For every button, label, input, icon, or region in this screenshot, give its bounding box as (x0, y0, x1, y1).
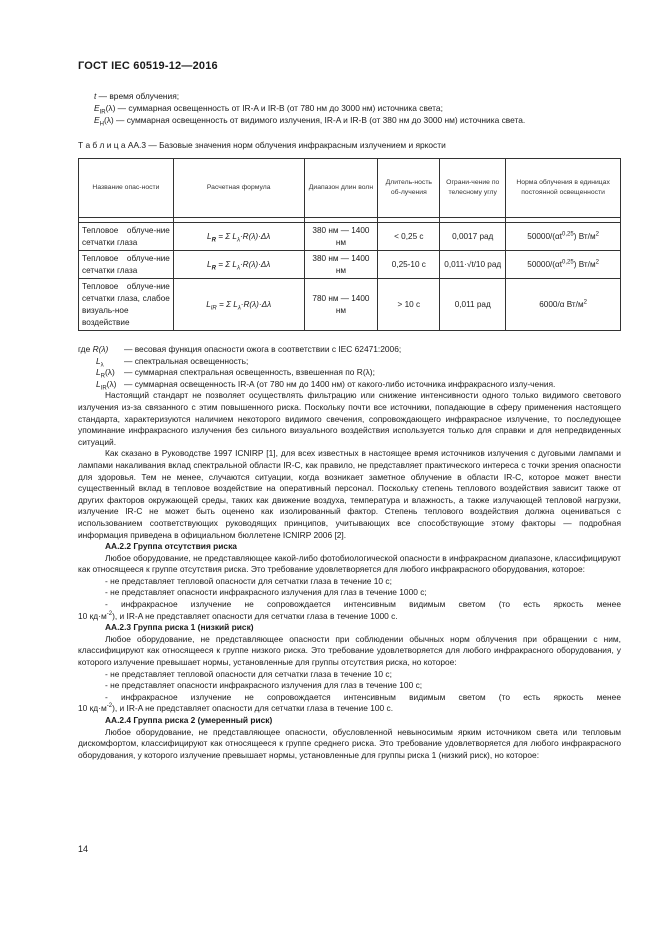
norm-main: 6000/α Вт/м (539, 299, 584, 309)
where-text: — весовая функция опасности ожога в соответствии с IEC 62471:2006; (124, 344, 402, 354)
list-item: - инфракрасное излучение не сопровождается интенсивным видимым светом (то есть яркость менее (105, 691, 621, 702)
norm-unit-exponent: 2 (583, 298, 587, 305)
where-symbol (78, 356, 124, 368)
norm-main: 50000/(αt (527, 259, 563, 269)
cell-exposure-norm (506, 251, 621, 279)
norm-unit-exponent: 2 (595, 230, 599, 237)
where-item (78, 344, 621, 356)
header-exposure-norm: Норма облучения в единицах постоянной освещенности (506, 159, 621, 218)
where-symbol (78, 367, 124, 379)
paragraph: Любое оборудование, не представляющее опасности при соблюдении обычных норм облучения при обращении с ним, классифицируют как относящееся к группе низкого риска. Это требование удовлетворяется для любого инфракрасного оборудования, у которого излучение превышает нормы, установленные для группы отсутствия риска, но которое: (78, 633, 621, 668)
cell-wavelength-range: 380 нм — 1400 нм (304, 251, 378, 279)
formula-body: = Σ L (215, 231, 237, 241)
formula-symbol: L (207, 231, 212, 241)
section-title: АА.2.2 Группа отсутствия риска (105, 541, 237, 552)
paragraph: Настоящий стандарт не позволяет осуществлять фильтрацию или снижение интенсивности одного только видимого светового излучения из-за связанного с этим повышенного риска. Поскольку почти все источники, попадающие в сферу применения настоящего стандарта, характеризуются наличием некоторого видимого свечения, сопровождающего инфракрасное излучение, то последующее упоминание инфракрасного излучения без сильного визуального воздействия используется только для справки и для непредвиденных ситуаций. (78, 390, 621, 447)
cell-duration: 0,25-10 с (378, 251, 440, 279)
where-symbol (78, 379, 124, 391)
symbol-argument: (λ) (105, 367, 115, 378)
section-title: АА.2.3 Группа риска 1 (низкий риск) (105, 622, 254, 633)
symbol-definitions-top (94, 90, 634, 126)
luminance-exponent: -2 (106, 610, 113, 617)
cell-solid-angle: 0,011 рад (440, 279, 506, 331)
symbol-argument: (λ) (106, 378, 117, 389)
symbol-subscript: H (99, 121, 104, 128)
formula-tail: ·R(λ)·Δλ (239, 259, 271, 269)
symbol: L (96, 355, 101, 366)
cell-wavelength-range: 780 нм — 1400 нм (304, 279, 378, 331)
definition-text: — суммарная освещенность от IR-A и IR-B (от 780 нм до 3000 нм) источника света; (115, 103, 443, 113)
table-row (79, 223, 621, 251)
cell-exposure-norm (506, 223, 621, 251)
where-item (78, 356, 621, 368)
formula-tail: ·R(λ)·Δλ (239, 231, 271, 241)
formula-subscript-lambda: λ (237, 237, 240, 244)
table-header-row (79, 159, 621, 218)
header-formula: Расчетная формула (173, 159, 304, 218)
symbol-subscript: IR (99, 109, 106, 116)
norm-unit-exponent: 2 (595, 258, 599, 265)
section-title: АА.2.4 Группа риска 2 (умеренный риск) (105, 715, 273, 725)
list-item: - не представляет тепловой опасности для сетчатки глаза в течение 10 с; (105, 668, 392, 679)
where-lead: где (78, 344, 93, 354)
paragraph: Любое оборудование, не представляющее какой-либо фотобиологической опасности в инфракрасном диапазоне, классифицируют как относящееся к группе отсутствия риска. Это требование удовлетворяется для любого инфракрасного оборудования, которое: (78, 552, 621, 575)
paragraph: Как сказано в Руководстве 1997 ICNIRP [1], для всех известных в настоящее время источников излучения с дуговыми лампами и лампами накаливания вклад спектральной области IR-C, как правило, не представляет практического интереса с точки зрения опасности для здоровья. Тем не менее, случаются ситуации, когда возникает заметное облучение в области IR-C, которое может внести существенный вклад в тепловое воздействие на оперативный персонал. Поскольку степень теплового воздействия зависит также от других факторов окружающей среды, таких как движение воздуха, температура и влажность, а также излучающей тепловой нагрузки, излучение IR-C не может быть оценено как изолированный фактор. Степень теплового воздействия должна оцениваться с использованием соответствующих руководящих принципов, учитывающих все способствующие этому факторы — подробная информация приведена в официальном бюллетене ICNIRP 2006 [2]. (78, 448, 621, 540)
list-item-continuation (78, 703, 621, 715)
where-text: — спектральная освещенность; (124, 355, 249, 366)
where-symbol (78, 344, 124, 356)
symbol-subscript: IR (100, 385, 107, 392)
where-item (78, 367, 621, 379)
formula-body: = Σ L (215, 259, 237, 269)
list-item: - инфракрасное излучение не сопровождается интенсивным видимым светом (то есть яркость менее (105, 599, 621, 610)
norm-main: 50000/(αt (527, 231, 563, 241)
list-item: - не представляет опасности инфракрасного излучения для глаз в течение 1000 с; (105, 587, 427, 598)
formula-subscript-lambda: λ (237, 265, 240, 272)
where-item (78, 379, 621, 391)
page-number: 14 (78, 844, 89, 854)
norm-unit: ) Вт/м (573, 259, 596, 269)
cell-hazard-name: Тепловое облуче-ние сетчатки глаза (79, 223, 174, 251)
header-hazard-name: Название опас-ности (79, 159, 174, 218)
symbol: E (94, 103, 100, 113)
formula-body: = Σ L (216, 299, 238, 309)
luminance-exponent: -2 (106, 703, 113, 710)
formula-symbol: L (207, 259, 212, 269)
table-row (79, 251, 621, 279)
list-item: - не представляет опасности инфракрасного излучения для глаз в течение 100 с; (105, 680, 423, 691)
norm-exponent: 0,25 (562, 258, 574, 265)
symbol: t (94, 91, 97, 101)
cell-formula (173, 251, 304, 279)
symbol: E (94, 115, 100, 125)
header-duration: Длитель-ность об-лучения (378, 159, 440, 218)
list-item-text: ), и IR-A не представляет опасности для сетчатки глаза в течение 100 с. (112, 703, 394, 714)
cell-hazard-name: Тепловое облуче-ние сетчатки глаза, слабое визуаль-ное воздействие (79, 279, 174, 331)
where-text: — суммарная освещенность IR-A (от 780 нм до 1400 нм) от какого-либо источника инфракрасного излу-чения. (124, 378, 556, 389)
cell-wavelength-range: 380 нм — 1400 нм (304, 223, 378, 251)
norm-unit: ) Вт/м (573, 231, 596, 241)
paragraph: Любое оборудование, не представляющее опасности, обусловленной невыносимым ярким источником света или тепловым дискомфортом, классифицируют как относящееся к группе среднего риска. Это требование удовлетворяется для любого инфракрасного оборудования, у которого излучение превышает нормы, установленные для группы риска 1 (низкий риск), но которое: (78, 726, 621, 760)
formula-tail: ·R(λ)·Δλ (240, 299, 272, 309)
definition-text: — суммарная освещенность от видимого излучения, IR-A и IR-B (от 380 нм до 3000 нм) источника света. (113, 115, 526, 125)
document-body (78, 344, 621, 761)
cell-duration: < 0,25 с (378, 223, 440, 251)
table-caption: Т а б л и ц а АА.3 — Базовые значения норм облучения инфракрасным излучением и яркости (78, 140, 446, 150)
luminance-value: 10 кд·м (78, 703, 107, 714)
cell-hazard-name: Тепловое облуче-ние сетчатки глаза (79, 251, 174, 279)
symbol-subscript: R (100, 373, 106, 380)
cell-solid-angle: 0,0017 рад (440, 223, 506, 251)
norms-table (78, 158, 621, 331)
header-solid-angle: Ограни-чение по телесному углу (440, 159, 506, 218)
definition-e-ir (94, 102, 634, 114)
symbol-subscript: λ (100, 362, 104, 369)
symbol-argument: (λ) (103, 115, 114, 125)
formula-subscript: IR (210, 305, 217, 312)
list-item-continuation (78, 611, 621, 623)
luminance-value: 10 кд·м (78, 610, 107, 621)
symbol-argument: (λ) (105, 103, 116, 113)
cell-duration: > 10 с (378, 279, 440, 331)
definition-e-h (94, 114, 634, 126)
cell-exposure-norm (506, 279, 621, 331)
formula-symbol: L (206, 299, 211, 309)
definition-text: — время облучения; (96, 91, 180, 101)
norm-exponent: 0,25 (562, 230, 574, 237)
cell-solid-angle: 0,011·√t/10 рад (440, 251, 506, 279)
symbol: L (96, 367, 101, 378)
cell-formula (173, 223, 304, 251)
formula-subscript: R (211, 265, 216, 272)
cell-formula (173, 279, 304, 331)
symbol: L (96, 378, 101, 389)
where-text: — суммарная спектральная освещенность, взвешенная по R(λ); (124, 367, 375, 378)
list-item: - не представляет тепловой опасности для сетчатки глаза в течение 10 с; (105, 575, 392, 586)
symbol: R(λ) (92, 344, 109, 354)
formula-subscript-lambda: λ (237, 305, 241, 312)
definition-t (94, 90, 634, 102)
list-item-text: ), и IR-A не представляет опасности для сетчатки глаза в течение 1000 с. (112, 610, 398, 621)
formula-subscript: R (211, 237, 216, 244)
table-row (79, 279, 621, 331)
header-wavelength-range: Диапазон длин волн (304, 159, 378, 218)
document-header: ГОСТ IEC 60519-12—2016 (78, 60, 218, 72)
